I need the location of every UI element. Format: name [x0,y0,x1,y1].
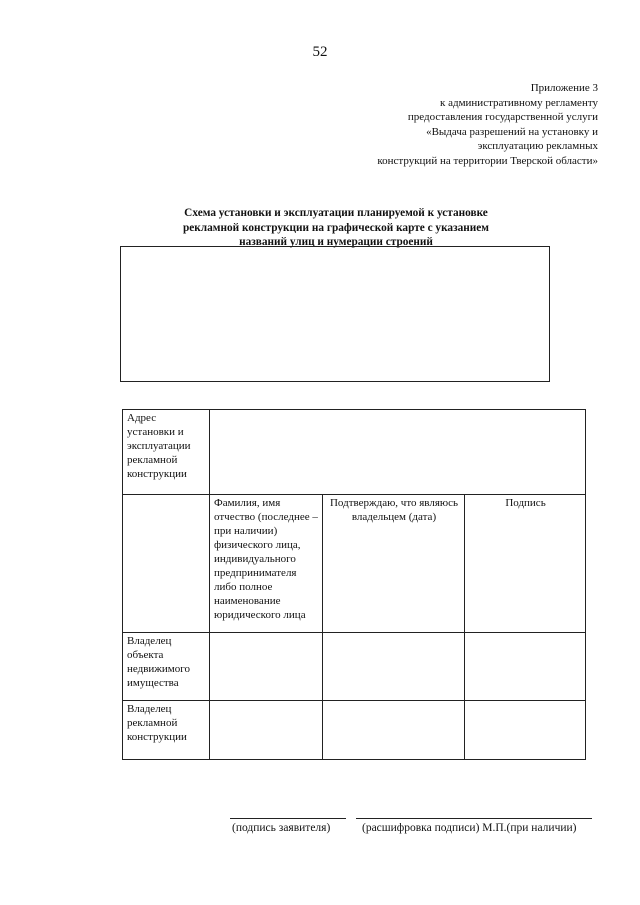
row-signature-cell [465,701,586,760]
row-confirm-cell [323,633,465,701]
address-label-cell: Адрес установки и эксплуатации рекламной конструкции [123,410,210,495]
table-row-header [123,495,586,633]
appendix-line: предоставления государственной услуги [407,111,598,123]
address-value-cell [210,410,586,495]
header-empty-cell [123,495,210,633]
applicant-signature-line [230,818,346,819]
header-name-cell: Фамилия, имя отчество (последнее – при наличии) физического лица, индивидуального предпринимателя либо полное наименование юридического лица [210,495,323,633]
decoding-signature-line [356,818,592,819]
row-label-cell: Владелец объекта недвижимого имущества [123,633,210,701]
applicant-signature-label: (подпись заявителя) [232,822,331,834]
row-confirm-cell [323,701,465,760]
header-signature-cell: Подпись [465,495,586,633]
row-signature-cell [465,633,586,701]
page-number: 52 [312,44,328,60]
scheme-title [120,206,552,250]
owners-table [122,409,586,760]
table-row [123,701,586,760]
appendix-header [377,81,598,168]
appendix-line: «Выдача разрешений на установку и [426,125,598,138]
decoding-signature-label: (расшифровка подписи) М.П.(при наличии) [362,822,577,834]
table-row-address [123,410,586,495]
header-confirm-cell: Подтверждаю, что являюсь владельцем (дата) [323,495,465,633]
scheme-title-line: Схема установки и эксплуатации планируемой к установке [184,207,488,219]
appendix-line: к административному регламенту [440,96,598,109]
row-name-cell [210,701,323,760]
row-label-cell: Владелец рекламной конструкции [123,701,210,760]
appendix-line: Приложение 3 [530,82,598,94]
signature-block [0,810,640,850]
map-scheme-box [120,246,550,382]
table-row [123,633,586,701]
appendix-line: эксплуатацию рекламных [477,140,598,152]
appendix-line: конструкций на территории Тверской области» [377,154,598,167]
scheme-title-line: рекламной конструкции на графической карте с указанием [183,221,489,234]
row-name-cell [210,633,323,701]
scheme-title-line: названий улиц и нумерации строений [239,236,433,248]
